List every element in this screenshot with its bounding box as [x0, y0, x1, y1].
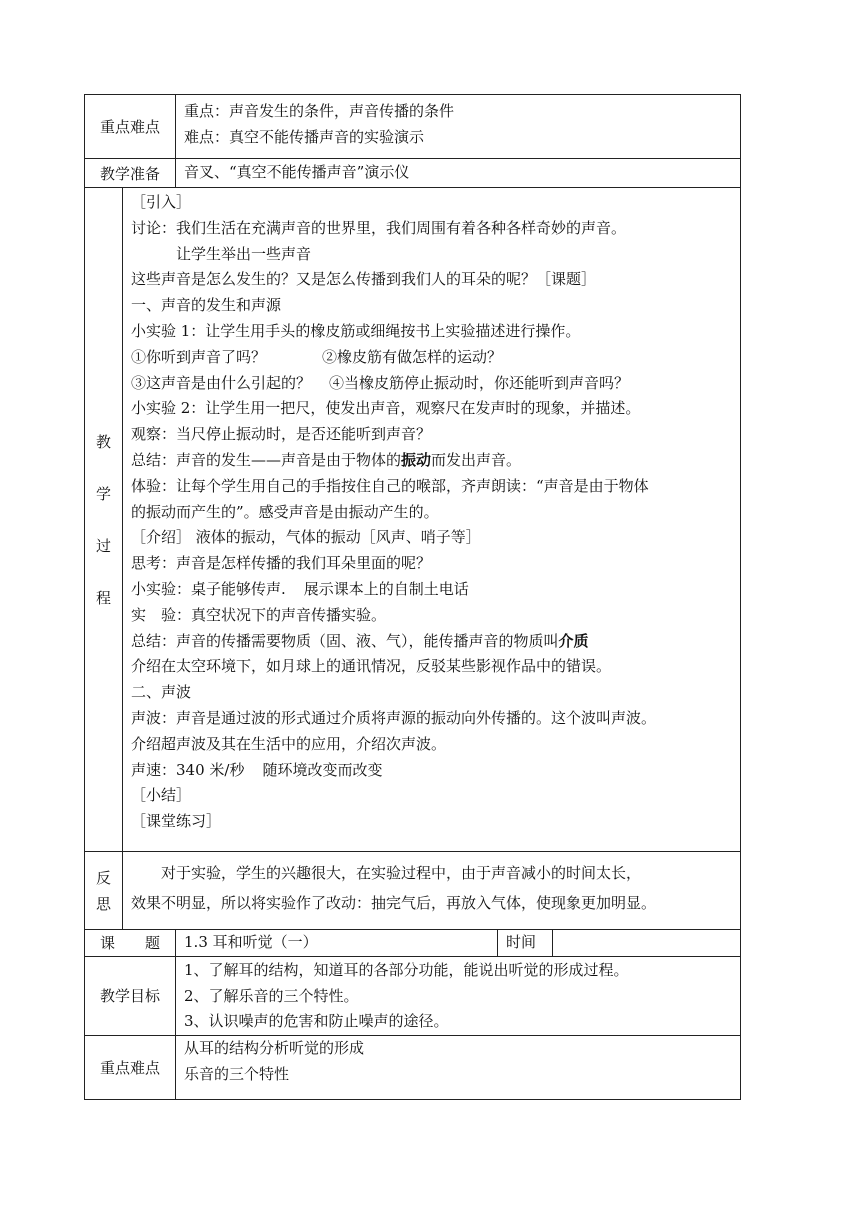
process-line: ［小结］ [131, 786, 192, 805]
objective-line: 3、认识噪声的危害和防止噪声的途径。 [184, 1012, 449, 1031]
topic-label: 课 题 [85, 930, 176, 957]
process-line: 实 验：真空状况下的声音传播实验。 [131, 605, 387, 624]
process-line: 总结：声音的传播需要物质（固、液、气），能传播声音的物质叫介质 [131, 631, 589, 650]
topic-value: 1.3 耳和听觉（一） [176, 930, 498, 957]
process-line: ③这声音是由什么引起的？ ④当橡皮筋停止振动时，你还能听到声音吗？ [131, 373, 630, 392]
emphasis-vibration: 振动 [401, 450, 432, 469]
process-line: 声波：声音是通过波的形式通过介质将声源的振动向外传播的。这个波叫声波。 [131, 708, 657, 727]
time-value [553, 930, 741, 957]
process-label: 教 学 过 程 [85, 188, 123, 852]
lesson-table [84, 94, 741, 1100]
reflection-label: 反 思 [85, 852, 123, 930]
objectives-label: 教学目标 [85, 956, 176, 1035]
process-line: 一、声音的发生和声源 [131, 296, 282, 315]
objectives-row [85, 956, 741, 1035]
difficulty-line: 难点：真空不能传播声音的实验演示 [184, 127, 425, 146]
process-content [123, 188, 741, 852]
emphasis-medium: 介质 [558, 631, 589, 650]
process-row [85, 188, 741, 852]
time-label: 时间 [498, 930, 553, 957]
process-line: 介绍超声波及其在生活中的应用，介绍次声波。 [131, 734, 447, 753]
process-line: 思考：声音是怎样传播的我们耳朵里面的呢？ [131, 554, 432, 573]
process-line: 总结：声音的发生——声音是由于物体的振动而发出声音。 [131, 450, 522, 469]
reflection-line: 效果不明显，所以将实验作了改动：抽完气后，再放入气体，使现象更加明显。 [131, 894, 657, 912]
topic-row [85, 930, 741, 957]
lesson-plan-page [84, 94, 740, 1100]
process-line: 观察：当尺停止振动时，是否还能听到声音？ [131, 425, 432, 444]
reflection-line: 对于实验，学生的兴趣很大，在实验过程中，由于声音减小的时间太长， [161, 864, 642, 882]
process-line: 小实验：桌子能够传声. 展示课本上的自制土电话 [131, 579, 469, 598]
process-line: 这些声音是怎么发生的？又是怎么传播到我们人的耳朵的呢？［课题］ [131, 270, 597, 289]
process-line: 小实验 2：让学生用一把尺，使发出声音，观察尺在发声时的现象，并描述。 [131, 399, 641, 418]
process-line: 介绍在太空环境下，如月球上的通讯情况，反驳某些影视作品中的错误。 [131, 657, 612, 676]
process-line: ［课堂练习］ [131, 812, 222, 831]
objective-line: 1、了解耳的结构，知道耳的各部分功能，能说出听觉的形成过程。 [184, 960, 629, 979]
key-points-content-2 [176, 1036, 741, 1100]
reflection-content [123, 852, 741, 930]
process-line: ①你听到声音了吗？ ②橡皮筋有做怎样的运动？ [131, 347, 503, 366]
process-line: 二、声波 [131, 683, 192, 702]
reflection-row [85, 852, 741, 930]
process-line: ［介绍］ 液体的振动，气体的振动［风声、哨子等］ [131, 528, 481, 547]
key-points-content [176, 95, 741, 159]
preparation-label: 教学准备 [85, 159, 176, 188]
key-points-row [85, 95, 741, 159]
preparation-content: 音叉、“真空不能传播声音”演示仪 [176, 159, 741, 188]
process-line: 讨论：我们生活在充满声音的世界里，我们周围有着各种各样奇妙的声音。 [131, 218, 627, 237]
key-points-row-2 [85, 1036, 741, 1100]
key-points-label-2: 重点难点 [85, 1036, 176, 1100]
key-points-label: 重点难点 [85, 95, 176, 159]
process-line: ［引入］ [131, 193, 192, 211]
process-line: 小实验 1：让学生用手头的橡皮筋或细绳按书上实验描述进行操作。 [131, 321, 581, 340]
process-line: 让学生举出一些声音 [176, 244, 312, 263]
preparation-row [85, 159, 741, 188]
key-point-line: 从耳的结构分析听觉的形成 [184, 1039, 365, 1058]
process-line: 声速：340 米/秒 随环境改变而改变 [131, 760, 383, 779]
process-line: 的振动而产生的”。感受声音是由振动产生的。 [131, 502, 439, 521]
objectives-content [176, 956, 741, 1035]
key-point-line: 乐音的三个特性 [184, 1064, 290, 1083]
key-point-line: 重点：声音发生的条件，声音传播的条件 [184, 102, 455, 120]
objective-line: 2、了解乐音的三个特性。 [184, 986, 359, 1005]
process-line: 体验：让每个学生用自己的手指按住自己的喉部，齐声朗读：“声音是由于物体 [131, 476, 649, 495]
